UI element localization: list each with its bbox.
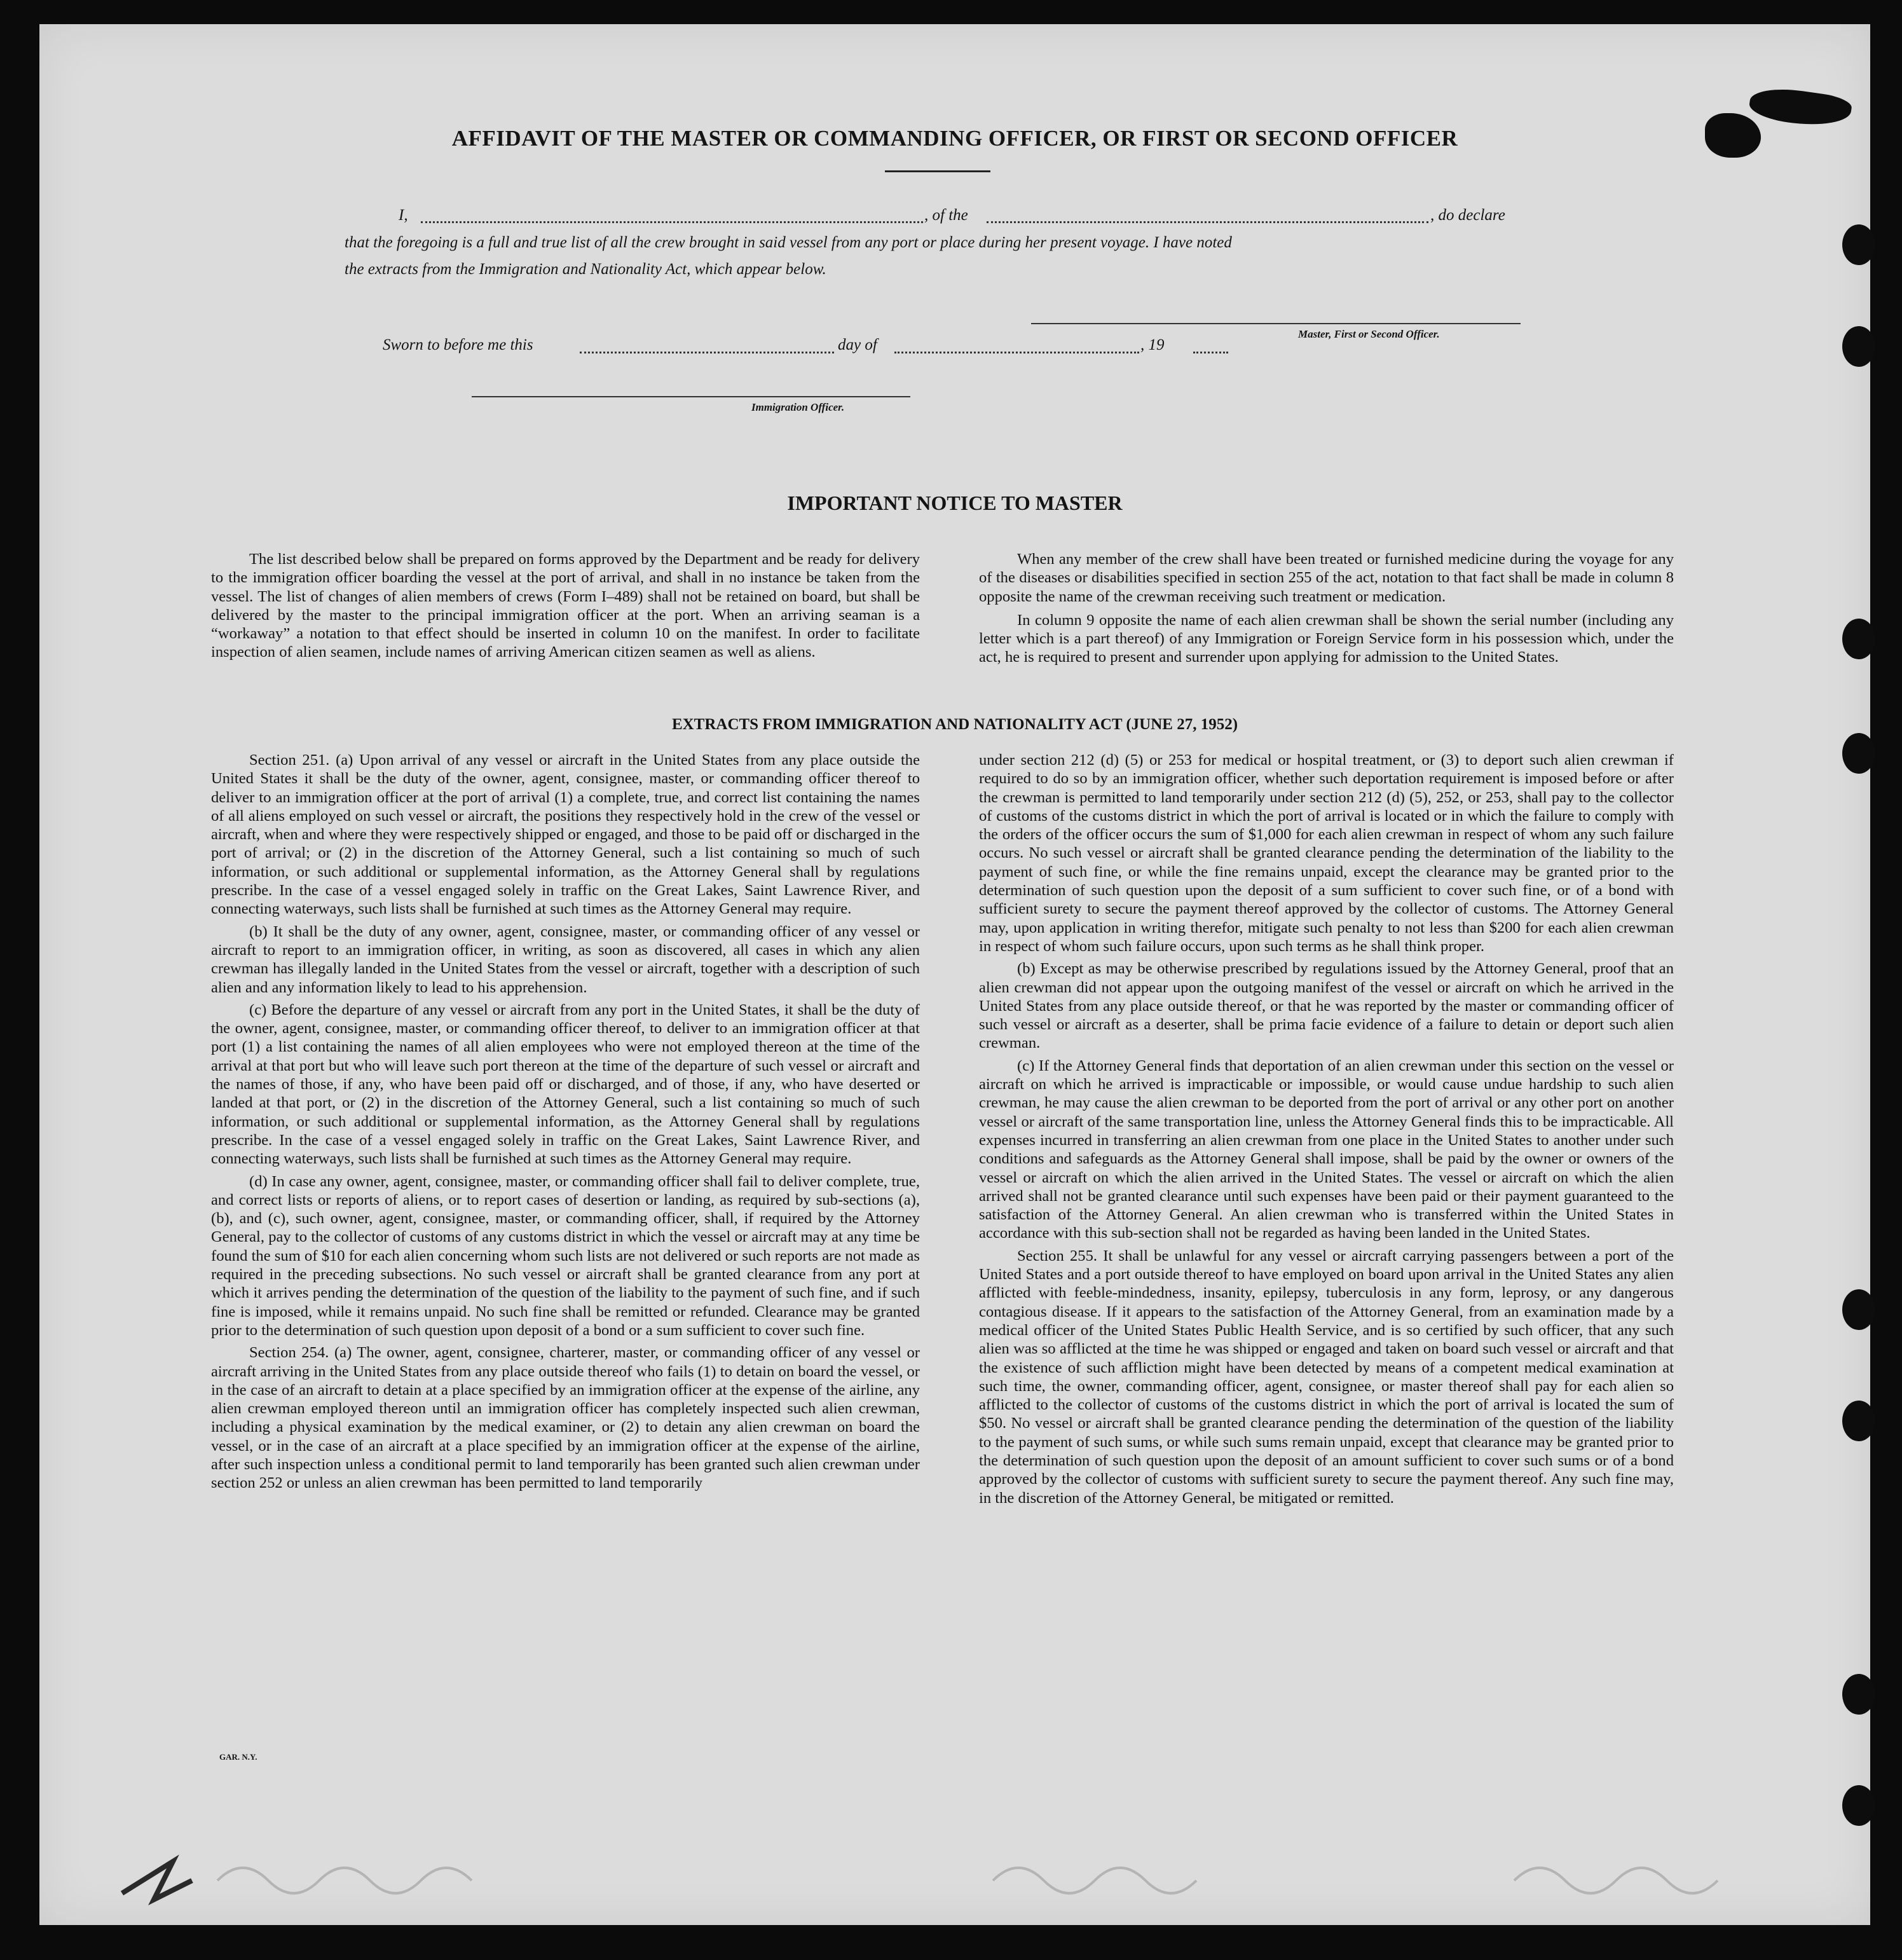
notice-paragraph: The list described below shall be prepared on forms approved by the Department and be ready for delivery to the immigration officer boarding the vessel at the port of arrival, and shall in no instance be taken from the vessel. The list of changes of alien members of crews (Form I–489) shall not be retained on board, but shall be delivered by the master to the principal immigration officer at the port. When an arriving seaman is a “workaway” a notation to that effect should be inserted in column 10 on the manifest. In order to facilitate inspection of alien seamen, include names of arriving American citizen seamen as well as aliens.	[211, 551, 920, 661]
do-declare-label: , do declare	[1430, 207, 1505, 224]
punch-hole	[1842, 1401, 1875, 1441]
handwriting-bleed	[116, 1836, 1832, 1912]
sworn-year-field[interactable]	[1193, 352, 1228, 353]
extract-paragraph: (b) It shall be the duty of any owner, agent, consignee, master, or commanding officer of any vessel or aircraft to report to an immigration officer, in writing, as soon as discovered, all cases in which any alien crewman has illegally landed in the United States from the vessel or aircraft, together with a description of such alien and any information likely to lead to his apprehension.	[211, 922, 920, 996]
extracts-title: EXTRACTS FROM IMMIGRATION AND NATIONALITY ACT (JUNE 27, 1952)	[671, 716, 1238, 733]
immigration-officer-signature-field[interactable]	[472, 396, 910, 397]
notice-paragraph: When any member of the crew shall have been treated or furnished medicine during the voyage for any of the diseases or disabilities specified in section 255 of the act, notation to that fact shall be made in column 8 opposite the name of the crewman receiving such treatment or medication.	[979, 551, 1674, 605]
name-field[interactable]	[421, 221, 923, 223]
extract-paragraph: Section 254. (a) The owner, agent, consignee, charterer, master, or commanding officer of any vessel or aircraft arriving in the United States from any place outside thereof who fails (1) to detain on board the vessel, or in the case of an aircraft to detain at a place specified by an immigration officer at the expense of the airline, any alien crewman employed thereon until an immigration officer has completely inspected such alien crewman, including a physical examination by the medical examiner, or (2) to detain any alien crewman on board the vessel, or in the case of an aircraft at a place specified by an immigration officer at the expense of the airline, after such inspection unless a conditional permit to land temporarily has been granted such alien crewman under section 252 or unless an alien crewman has been permitted to land temporarily	[211, 1344, 920, 1492]
vessel-field[interactable]	[987, 221, 1428, 223]
extract-paragraph: (c) Before the departure of any vessel or aircraft from any port in the United States, it shall be the duty of the owner, agent, consignee, master, or commanding officer thereof, to deliver to an immigration officer at that port (1) a list containing the names of all alien employees who were not employed thereon at the time of the arrival at that port but who will leave such port thereon at the time of the departure of such vessel or aircraft and the names of those, if any, who have been paid off or discharged, and of those, if any, who have deserted or landed at that port, or (2) in the discretion of the Attorney General, such a list containing so much of such information, or such additional or supplemental information, as the Attorney General shall by regulations prescribe. In the case of a vessel engaged solely in traffic on the Great Lakes, Saint Lawrence River, and connecting waterways, such lists shall be furnished at such times as the Attorney General may require.	[211, 1001, 920, 1168]
extracts-right-column	[979, 751, 1674, 1511]
sworn-month-field[interactable]	[894, 352, 1139, 353]
extract-paragraph: Section 255. It shall be unlawful for any vessel or aircraft carrying passengers between a port of the United States and a port outside thereof to have employed on board upon arrival in the United States any alien afflicted with feeble-mindedness, insanity, epilepsy, tuberculosis in any form, leprosy, or any dangerous contagious disease. If it appears to the satisfaction of the Attorney General, from an examination made by a medical officer of the United States Public Health Service, and is so certified by such officer, that any such alien was so afflicted at the time he was shipped or engaged and taken on board such vessel or aircraft and that the existence of such affliction might have been detected by means of a competent medical examination at such time, the owner, commanding officer, agent, consignee, or master thereof shall pay for each alien so afflicted to the collector of customs of the customs district in which the port of arrival is located the sum of $50. No vessel or aircraft shall be granted clearance pending the determination of the question of the liability to the payment of such sums, or while such sums remain unpaid, except that clearance may be granted prior to the determination of such question upon the deposit of an amount sufficient to cover such sums or of a bond approved by the collector of customs with sufficient surety to secure the payment thereof. Any such fine may, in the discretion of the Attorney General, be mitigated or remitted.	[979, 1247, 1674, 1507]
i-label: I,	[399, 207, 408, 224]
day-of-label: day of	[838, 336, 877, 353]
of-the-label: , of the	[924, 207, 968, 224]
punch-hole	[1842, 1674, 1875, 1715]
extracts-left-column	[211, 751, 920, 1497]
punch-hole	[1842, 1289, 1875, 1330]
master-signature-field[interactable]	[1031, 323, 1521, 324]
punch-hole	[1842, 326, 1875, 367]
notice-paragraph: In column 9 opposite the name of each alien crewman shall be shown the serial number (including any letter which is a part thereof) of any Immigration or Foreign Service form in his possession which, under the act, he is required to present and surrender upon applying for admission to the United States.	[979, 611, 1674, 666]
punch-hole	[1842, 619, 1875, 659]
extract-paragraph: under section 212 (d) (5) or 253 for medical or hospital treatment, or (3) to deport such alien crewman if required to do so by an immigration officer, whether such deportation requirement is imposed before or after the crewman is permitted to land temporarily under section 212 (d) (5), 252, or 253, shall pay to the collector of customs of the customs district in which the port of arrival is located or in which the failure to comply with the orders of the officer occurs the sum of $1,000 for each alien crewman in respect of whom any such failure occurs. No such vessel or aircraft shall be granted clearance pending the determination of the liability to the payment of such fine, or while the fine remains unpaid, except the clearance may be granted prior to the determination of such question upon the deposit of a sum sufficient to cover such fine, or of a bond with sufficient surety to secure the payment thereof approved by the collector of customs. The Attorney General may, upon application in writing therefor, mitigate such penalty to not less than $200 for each alien crewman in respect of whom such failure occurs, upon such terms as he shall think proper.	[979, 751, 1674, 955]
notice-left-column	[211, 550, 920, 666]
master-signature-label: Master, First or Second Officer.	[1298, 328, 1440, 340]
torn-corner	[1748, 84, 1853, 131]
affidavit-title: AFFIDAVIT OF THE MASTER OR COMMANDING OFFICER, OR FIRST OR SECOND OFFICER	[451, 126, 1458, 151]
immigration-officer-label: Immigration Officer.	[751, 401, 845, 413]
notice-right-column	[979, 550, 1674, 671]
extract-paragraph: (d) In case any owner, agent, consignee, master, or commanding officer shall fail to deliver complete, true, and correct lists or reports of aliens, or to report cases of desertion or landing, as required by sub-sections (a), (b), and (c), such owner, agent, consignee, master, or commanding officer, shall, if required by the Attorney General, pay to the collector of customs of any customs district in which the vessel or aircraft may at any time be found the sum of $10 for each alien concerning whom such lists are not delivered or such reports are not made as required in the preceding subsections. No such vessel or aircraft shall be granted clearance from any port at which it arrives pending the determination of the question of the liability to the payment of such fine, and if such fine is imposed, while it remains unpaid. No such fine shall be remitted or refunded. Clearance may be granted prior to the determination of such question upon deposit of a bond or a sum sufficient to cover such fine.	[211, 1172, 920, 1339]
declaration-line-1: that the foregoing is a full and true list of all the crew brought in said vessel from any port or place during her present voyage. I have noted	[345, 234, 1232, 251]
notice-title: IMPORTANT NOTICE TO MASTER	[787, 491, 1123, 514]
document-page	[39, 24, 1870, 1925]
printer-mark: GAR. N.Y.	[219, 1752, 257, 1762]
year-label: , 19	[1140, 336, 1165, 353]
extract-paragraph: Section 251. (a) Upon arrival of any vessel or aircraft in the United States from any place outside the United States it shall be the duty of the owner, agent, consignee, master, or commanding officer thereof to deliver to an immigration officer at the port of arrival (1) a complete, true, and correct list containing the names of all aliens employed on such vessel or aircraft, the positions they respectively hold in the crew of the vessel or aircraft, when and where they were respectively shipped or engaged, and those to be paid off or discharged in the port of arrival; or (2) in the discretion of the Attorney General, such a list containing so much of such information, or such additional or supplemental information, as the Attorney General shall by regulations prescribe. In the case of a vessel engaged solely in traffic on the Great Lakes, Saint Lawrence River, and connecting waterways, such lists shall be furnished at such times as the Attorney General may require.	[211, 751, 920, 918]
extract-paragraph: (b) Except as may be otherwise prescribed by regulations issued by the Attorney General, proof that an alien crewman did not appear upon the outgoing manifest of the vessel or aircraft on which he arrived in the United States from any place outside thereof, or that he was reported by the master or commanding officer of such vessel or aircraft as a deserter, shall be prima facie evidence of a failure to detain or deport such alien crewman.	[979, 960, 1674, 1052]
punch-hole	[1842, 1785, 1875, 1826]
declaration-line-2: the extracts from the Immigration and Nationality Act, which appear below.	[345, 261, 826, 278]
punch-hole	[1842, 224, 1875, 265]
sworn-label: Sworn to before me this	[383, 336, 533, 353]
title-rule	[885, 170, 990, 172]
extract-paragraph: (c) If the Attorney General finds that deportation of an alien crewman under this section on the vessel or aircraft on which he arrived is impracticable or impossible, or would cause undue hardship to such alien crewman, he may cause the alien crewman to be deported from the port of arrival or any other port on another vessel or aircraft of the same transportation line, unless the Attorney General finds this to be impracticable. All expenses incurred in transferring an alien crewman from one place in the United States to another under such conditions and safeguards as the Attorney General shall impose, shall be paid by the owner or owners of the vessel or aircraft on which the alien arrived in the United States. The vessel or aircraft on which the alien arrived shall not be granted clearance until such expenses have been paid or their payment guaranteed to the satisfaction of the Attorney General. An alien crewman who is transferred within the United States in accordance with this sub-section shall not be regarded as having been landed in the United States.	[979, 1057, 1674, 1242]
punch-hole	[1842, 733, 1875, 774]
sworn-day-field[interactable]	[580, 352, 834, 353]
